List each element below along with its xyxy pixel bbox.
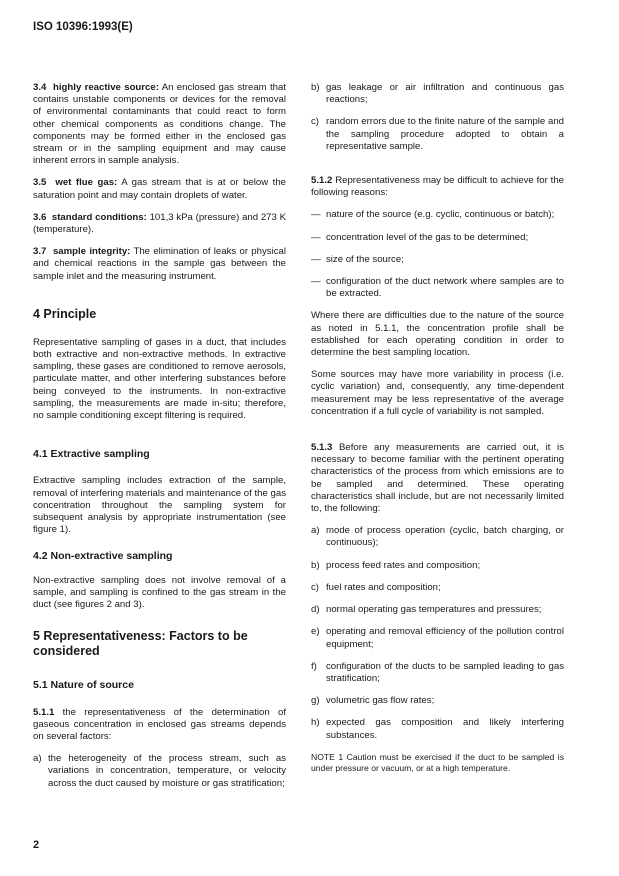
paragraph-principle: Representative sampling of gases in a duct, that includes both extractive and non-extractive methods. In extractive sampling, these gases are conditioned to remove aerosols, particulate matter, and other interfering substances before being conveyed to the instruments. In non-extractive sampling, the measurements are made in-situ; therefore, no sample conditioning except filtering is required. (33, 336, 286, 422)
note-1: NOTE 1 Caution must be exercised if the duct to be sampled is under pressure or vacuum, or at a high temperature. (311, 751, 564, 773)
dash-item: — concentration level of the gas to be determined; (311, 231, 529, 243)
paragraph-variability: Some sources may have more variability in process (i.e. cyclic variation) and, consequently, any time-dependent measurement may be less representative of the average concentration if a full cycle of variability is not sampled. (311, 369, 564, 417)
document-id: ISO 10396:1993(E) (33, 21, 133, 33)
list-item: a) the heterogeneity of the process stream, such as variations in concentration, temperature, or velocity across the duct caused by moisture or gas stratification; (33, 753, 286, 789)
right-column (311, 82, 564, 784)
list-item: d) normal operating gas temperatures and pressures; (311, 604, 542, 616)
list-item: e) operating and removal efficiency of the pollution control equipment; (311, 626, 564, 650)
definition-3-4: 3.4 highly reactive source: An enclosed gas stream that contains unstable components or devices for the removal of environmental contaminants that could react to form other chemical components as conditions change. The components may be formed either in the enclosed gas stream or in the sampling equipment and may cause inherent errors in sample analysis. (33, 82, 286, 167)
list-item: c) random errors due to the finite nature of the sample and the sampling procedure adopted to obtain a representative sample. (311, 116, 564, 152)
definition-3-6: 3.6 standard conditions: 101,3 kPa (pressure) and 273 K (temperature). (33, 211, 286, 236)
paragraph-5-1-2: 5.1.2 Representativeness may be difficult to achieve for the following reasons: (311, 175, 564, 199)
heading-nature-of-source: 5.1 Nature of source (33, 679, 134, 692)
heading-representativeness: 5 Representativeness: Factors to be considered (33, 629, 248, 659)
left-column (33, 82, 286, 800)
list-item: c) fuel rates and composition; (311, 581, 441, 593)
paragraph-5-1-1: 5.1.1 the representativeness of the determination of gaseous concentration in enclosed gas streams depends on several factors: (33, 706, 286, 742)
list-item: g) volumetric gas flow rates; (311, 695, 435, 707)
list-item: h) expected gas composition and likely interfering substances. (311, 717, 564, 741)
definition-3-7: 3.7 sample integrity: The elimination of leaks or physical and chemical reactions in the sample gas between the sample inlet and the measuring instrument. (33, 246, 286, 282)
list-item: b) gas leakage or air infiltration and continuous gas reactions; (311, 82, 564, 106)
dash-item: — nature of the source (e.g. cyclic, continuous or batch); (311, 209, 555, 221)
page-number: 2 (33, 839, 40, 851)
paragraph-non-extractive-sampling: Non-extractive sampling does not involve removal of a sample, and sampling is confined to the gas stream in the duct (see figures 2 and 3). (33, 574, 286, 611)
dash-item: — configuration of the duct network where samples are to be extracted. (311, 276, 564, 300)
heading-principle: 4 Principle (33, 306, 97, 321)
definition-3-5: 3.5 wet flue gas: A gas stream that is at or below the saturation point and may contain droplets of water. (33, 177, 286, 201)
list-item: b) process feed rates and composition; (311, 559, 481, 571)
paragraph-extractive-sampling: Extractive sampling includes extraction of the sample, removal of interfering materials and maintenance of the gas concentration throughout the sampling system for subsequent analysis by appropriate instrumentation (see figure 1). (33, 475, 286, 536)
list-item: a) mode of process operation (cyclic, batch charging, or continuous); (311, 525, 564, 549)
heading-non-extractive-sampling: 4.2 Non-extractive sampling (33, 550, 173, 563)
heading-extractive-sampling: 4.1 Extractive sampling (33, 448, 150, 461)
paragraph-5-1-3: 5.1.3 Before any measurements are carried out, it is necessary to become familiar with the pertinent operating characteristics of the process from which emissions are to be sampled and determined. These operating characteristics shall include, but are not necessarily limited to, the following: (311, 442, 564, 515)
paragraph-difficulties: Where there are difficulties due to the nature of the source as noted in 5.1.1, the concentration profile shall be established for each operating condition in order to determine the best sampling location. (311, 310, 564, 359)
dash-item: — size of the source; (311, 253, 404, 265)
list-item: f) configuration of the ducts to be sampled leading to gas stratification; (311, 660, 564, 684)
